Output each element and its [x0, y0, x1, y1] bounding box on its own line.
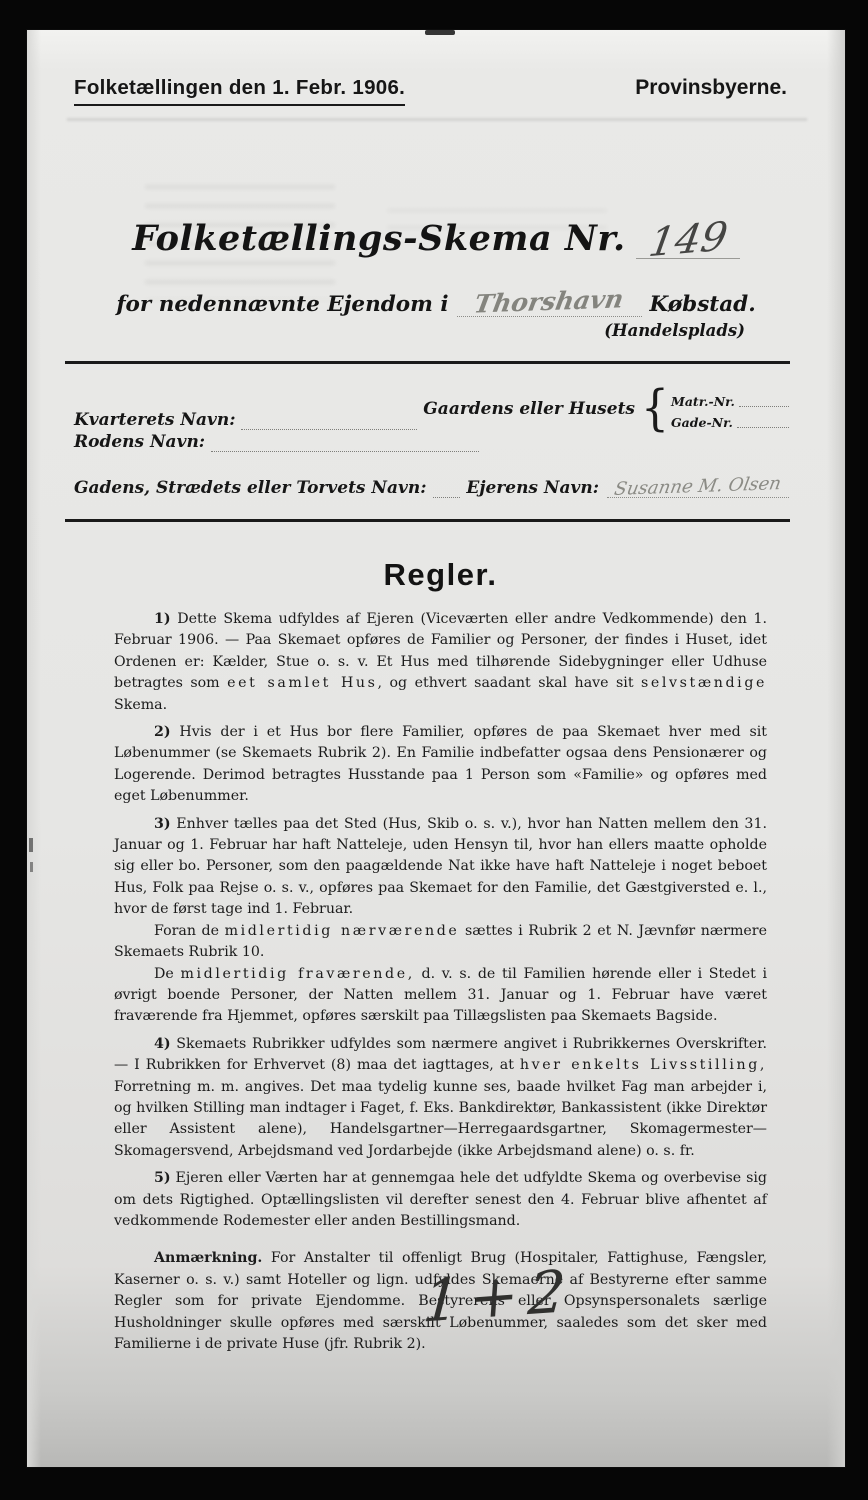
page-header [74, 76, 787, 106]
scan-speck [29, 838, 33, 852]
matr-nr-blank-line [739, 402, 789, 407]
brace-glyph: { [641, 380, 669, 437]
rules-paragraphs [114, 609, 767, 1355]
provincial-towns-heading: Provinsbyerne. [635, 76, 787, 99]
rule-paragraph: 5) Ejeren eller Værten har at gennemgaa hele det udfyldte Skema og overbevise sig om dets Rigtighed. Optællingslisten vil derefter senest den 4. Februar blive afhentet af vedkommende Rodemester eller anden Bestillingsmand. [114, 1170, 767, 1229]
subtitle-suffix: Købstad. [649, 292, 756, 317]
rode-name-row [74, 432, 485, 452]
owner-name-field [607, 473, 789, 500]
street-name-row [74, 473, 789, 500]
form-number-handwritten: 149 [645, 213, 731, 267]
rules-heading: Regler. [383, 557, 498, 592]
rule-paragraph: 2) Hvis der i et Hus bor flere Familier, opføres de paa Skemaet hver med sit Løbenummer (se Skemaets Rubrik 2). En Familie indbefatter ogsaa dens Pensionærer og Logerende. Derimod betragtes Husstande paa 1 Person som «Familie» og opføres med eget Løbenummer. [114, 724, 767, 805]
handwritten-tally-note: 1+2 [420, 1256, 578, 1336]
place-field [457, 284, 642, 319]
rule-paragraph: Anmærkning. For Anstalter til offenligt Brug (Hospitaler, Fattighuse, Fængsler, Kaserner o. s. v.) samt Hoteller og lign. udfyldes Skemaerne af Bestyrerne efter samme Regler som for private Ejendomme. Bestyrerens eller Opsynspersonalets særlige Husholdninger skulle opføres med særskilt Løbenummer, saaledes som det sker med Familierne i de private Huse (jfr. Rubrik 2). [114, 1250, 767, 1352]
rule-paragraph: De midlertidig fraværende, d. v. s. de til Familien hørende eller i Stedet i øvrigt boende Personer, der Natten mellem 31. Januar og 1. Februar have været fraværende fra Hjemmet, opføres særskilt paa Tillægslisten paa Skemaets Bagside. [114, 965, 768, 1025]
form-title: Folketællings-Skema Nr. [132, 218, 626, 259]
form-number-field [636, 213, 740, 267]
scanned-census-form-page [27, 30, 845, 1467]
census-date-heading: Folketællingen den 1. Febr. 1906. [74, 76, 405, 106]
house-number-label: Gaardens eller Husets [423, 399, 635, 419]
street-name-blank-line [433, 493, 461, 498]
subtitle-prefix: for nedennævnte Ejendom i [116, 292, 449, 317]
form-title-block [27, 213, 845, 340]
horizontal-rule [65, 361, 790, 364]
rule-paragraph: Foran de midlertidig nærværende sættes i Rubrik 2 et N. Jævnfør nærmere Skemaets Rubrik 10. [114, 922, 767, 961]
rule-paragraph: 1) Dette Skema udfyldes af Ejeren (Viceværten eller andre Vedkommende) den 1. Februar 1906. — Paa Skemaet opføres de Familier og Personer, der findes i Huset, idet Ordenen er: Kælder, Stue o. s. v. Et Hus med tilhørende Sidebygninger eller Udhuse betragtes som eet samlet Hus, og ethvert saadant skal have sit selvstændige Skema. [114, 611, 767, 713]
quarter-name-blank-line [241, 425, 417, 430]
place-handwritten: Thorshavn [472, 284, 626, 319]
rules-section [114, 557, 767, 1355]
subtitle-note: (Handelsplads) [604, 321, 745, 340]
owner-name-handwritten: Susanne M. Olsen [612, 473, 784, 500]
horizontal-rule [65, 519, 790, 522]
house-number-group [423, 380, 789, 437]
street-name-label: Gadens, Strædets eller Torvets Navn: [74, 477, 427, 498]
owner-name-label: Ejerens Navn: [466, 477, 599, 498]
gade-nr-label: Gade-Nr. [671, 415, 733, 430]
scan-speck [30, 862, 33, 872]
rule-paragraph: 3) Enhver tælles paa det Sted (Hus, Skib o. s. v.), hvor han Natten mellem den 31. Januar og 1. Februar har haft Natteleje, uden Hensyn til, hvor han ellers maatte opholde sig eller bo. Personer, som den paagældende Nat ikke have haft Natteleje i noget beboet Hus, Folk paa Rejse o. s. v., opføres paa Skemaet for den Familie, det Gæstgiversted e. l., hvor de først tage ind 1. Februar. [114, 815, 767, 918]
matr-nr-label: Matr.-Nr. [671, 394, 735, 409]
rode-name-blank-line [211, 447, 479, 452]
quarter-name-label: Kvarterets Navn: [74, 410, 236, 430]
rode-name-label: Rodens Navn: [74, 432, 206, 452]
scan-streak-artifact [67, 118, 807, 121]
quarter-name-row [74, 380, 789, 437]
rule-paragraph: 4) Skemaets Rubrikker udfyldes som nærmere angivet i Rubrikkernes Overskrifter. — I Rubrikken for Erhvervet (8) maa det iagttages, at hver enkelts Livsstilling, Forretning m. m. angives. Det maa tydelig kunne ses, baade hvilket Fag man arbejder i, og hvilken Stilling man indtager i Faget, f. Eks. Bankdirektør, Bankassistent (ikke Direktør eller Assistent alene), Handelsgartner—Herregaardsgartner, Skomagermester—Skomagersvend, Arbejdsmand ved Jordarbejde (ikke Arbejdsmand alene) o. s. fr. [114, 1035, 767, 1159]
scan-speck [425, 30, 455, 35]
gade-nr-blank-line [737, 423, 789, 428]
